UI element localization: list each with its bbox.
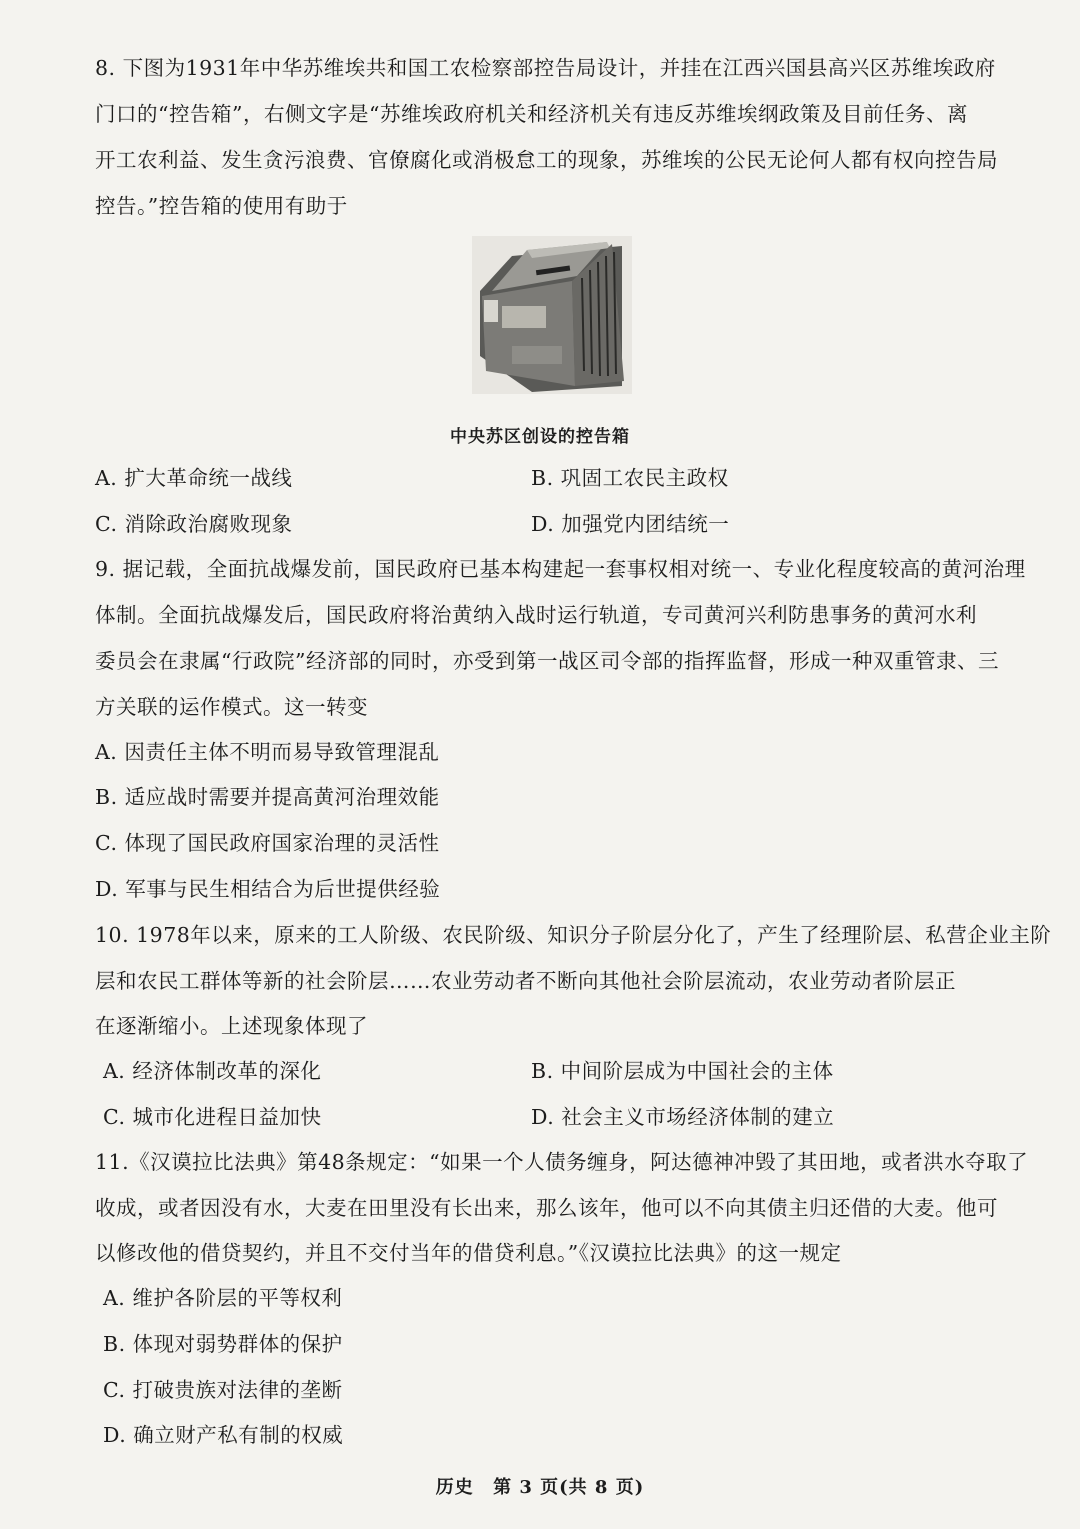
q8-option-c: C. 消除政治腐败现象 <box>95 512 293 536</box>
q11-option-c: C. 打破贵族对法律的垄断 <box>103 1378 343 1402</box>
q11-stem-line-2: 收成，或者因没有水，大麦在田里没有长出来，那么该年，他可以不向其债主归还借的大麦。他可 <box>95 1196 998 1220</box>
q8-stem-line-3: 开工农利益、发生贪污浪费、官僚腐化或消极怠工的现象，苏维埃的公民无论何人都有权向控告局 <box>95 148 998 172</box>
q8-stem-line-4: 控告。”控告箱的使用有助于 <box>95 194 348 218</box>
footer-subject: 历史 <box>435 1477 474 1498</box>
q11-option-d: D. 确立财产私有制的权威 <box>103 1423 344 1447</box>
q9-stem-line-4: 方关联的运作模式。这一转变 <box>95 695 368 719</box>
q11-option-b: B. 体现对弱势群体的保护 <box>103 1332 343 1356</box>
q8-option-a: A. 扩大革命统一战线 <box>95 466 293 490</box>
complaint-box-photo <box>472 236 632 394</box>
q8-stem-line-1: 8. 下图为1931年中华苏维埃共和国工农检察部控告局设计，并挂在江西兴国县高兴区苏维埃政府 <box>95 56 996 80</box>
q9-option-d: D. 军事与民生相结合为后世提供经验 <box>95 877 441 901</box>
q10-option-b: B. 中间阶层成为中国社会的主体 <box>531 1059 834 1083</box>
q8-option-b: B. 巩固工农民主政权 <box>531 466 729 490</box>
q9-stem-line-1: 9. 据记载，全面抗战爆发前，国民政府已基本构建起一套事权相对统一、专业化程度较高的黄河治理 <box>95 557 1026 581</box>
q10-option-d: D. 社会主义市场经济体制的建立 <box>531 1105 835 1129</box>
figure-caption: 中央苏区创设的控告箱 <box>450 427 630 447</box>
q8-stem-line-2: 门口的“控告箱”，右侧文字是“苏维埃政府机关和经济机关有违反苏维埃纲政策及目前任务、离 <box>95 102 968 126</box>
q9-stem-line-3: 委员会在隶属“行政院”经济部的同时，亦受到第一战区司令部的指挥监督，形成一种双重管隶、三 <box>95 649 999 673</box>
q8-option-d: D. 加强党内团结统一 <box>531 512 730 536</box>
footer-page-number: 第 3 页(共 8 页) <box>493 1477 645 1498</box>
q9-option-b: B. 适应战时需要并提高黄河治理效能 <box>95 785 440 809</box>
q10-stem-line-3: 在逐渐缩小。上述现象体现了 <box>95 1014 368 1038</box>
q9-stem-line-2: 体制。全面抗战爆发后，国民政府将治黄纳入战时运行轨道，专司黄河兴利防患事务的黄河水利 <box>95 603 977 627</box>
page-footer <box>0 1473 1080 1499</box>
q10-stem-line-2: 层和农民工群体等新的社会阶层……农业劳动者不断向其他社会阶层流动，农业劳动者阶层正 <box>95 969 956 993</box>
q11-stem-line-1: 11.《汉谟拉比法典》第48条规定：“如果一个人债务缠身，阿达德神冲毁了其田地，或者洪水夺取了 <box>95 1150 1029 1174</box>
q9-option-a: A. 因责任主体不明而易导致管理混乱 <box>95 740 440 764</box>
q11-option-a: A. 维护各阶层的平等权利 <box>103 1286 343 1310</box>
q10-stem-line-1: 10. 1978年以来，原来的工人阶级、农民阶级、知识分子阶层分化了，产生了经理阶层、私营企业主阶 <box>95 923 1052 947</box>
q10-option-a: A. 经济体制改革的深化 <box>103 1059 322 1083</box>
q10-option-c: C. 城市化进程日益加快 <box>103 1105 322 1129</box>
q11-stem-line-3: 以修改他的借贷契约，并且不交付当年的借贷利息。”《汉谟拉比法典》的这一规定 <box>95 1241 842 1265</box>
q9-option-c: C. 体现了国民政府国家治理的灵活性 <box>95 831 440 855</box>
